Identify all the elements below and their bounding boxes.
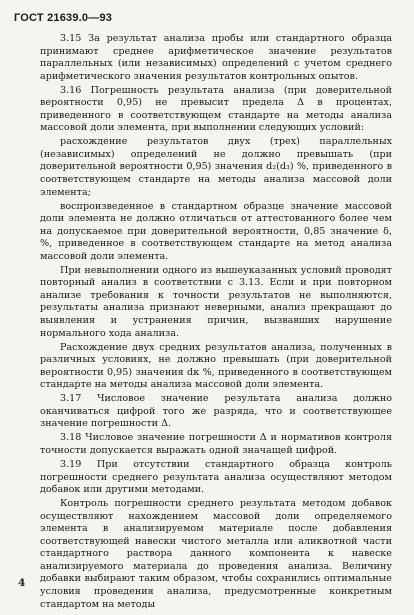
paragraph-additive-method: Контроль погрешности среднего результата методом добавок осуществляют нахождением массовой доли определяемого элемента в анализируемом материале после добавления соответствующей навески чистого металла или аликвотной части стандартного раствора данного компонента к навеске анализируемого материала до проведения анализа. Величину добавки выбирают таким образом, чтобы сохранились оптимальные условия проведения анализа, предусмотренные конкретным стандартом на методы <box>40 498 392 610</box>
paragraph-3-19: 3.19 При отсутствии стандартного образца контроль погрешности среднего результата анализа осуществляют методом добавок или другими методами. <box>40 459 392 496</box>
paragraph-3-16: 3.16 Погрешность результата анализа (при доверительной вероятности 0,95) не превысит предела Δ в процентах, приведенного в соответствующем стандарте на методы анализа массовой доли элемента, при выполнении следующих условий: <box>40 84 392 134</box>
paragraph-repeat-analysis: При невыполнении одного из вышеуказанных условий проводят повторный анализ в соответствии с 3.13. Если и при повторном анализе требования к точности результатов не выполняются, результаты анализа признают неверными, анализ прекращают до выявления и устранения причин, вызвавших нарушение нормального хода анализа. <box>40 264 392 339</box>
paragraph-3-17: 3.17 Числовое значение результата анализа должно оканчиваться цифрой того же разряда, что и соответствующее значение погрешности Δ. <box>40 393 392 430</box>
paragraph-3-18: 3.18 Числовое значение погрешности Δ и нормативов контроля точности допускается выражать одной значащей цифрой. <box>40 432 392 456</box>
document-header: ГОСТ 21639.0—93 <box>14 12 113 24</box>
paragraph-3-15: 3.15 За результат анализа пробы или стандартного образца принимают среднее арифметическое значение результатов параллельных (или независимых) определений с учетом среднего арифметического значения результатов контрольных опытов. <box>40 33 392 82</box>
page-number: 4 <box>18 577 26 589</box>
document-body <box>40 33 392 613</box>
condition-parallel-results: расхождение результатов двух (трех) параллельных (независимых) определений не должно превышать (при доверительной вероятности 0,95) значения d₂(d₃) %, приведенного в соответствующем стандарте на методы анализа массовой доли элемента; <box>40 136 392 198</box>
condition-standard-sample: воспроизведенное в стандартном образце значение массовой доли элемента не должно отличаться от аттестованного более чем на допускаемое при доверительной вероятности, 0,85 значение δ, %, приведенное в соответствующем стандарте на метод анализа массовой доли элемента. <box>40 200 392 262</box>
paragraph-average-divergence: Расхождение двух средних результатов анализа, полученных в различных условиях, не должно превышать (при доверительной вероятности 0,95) значения dк %, приведенного в соответствующем стандарте на методы анализа массовой доли элемента. <box>40 341 392 391</box>
